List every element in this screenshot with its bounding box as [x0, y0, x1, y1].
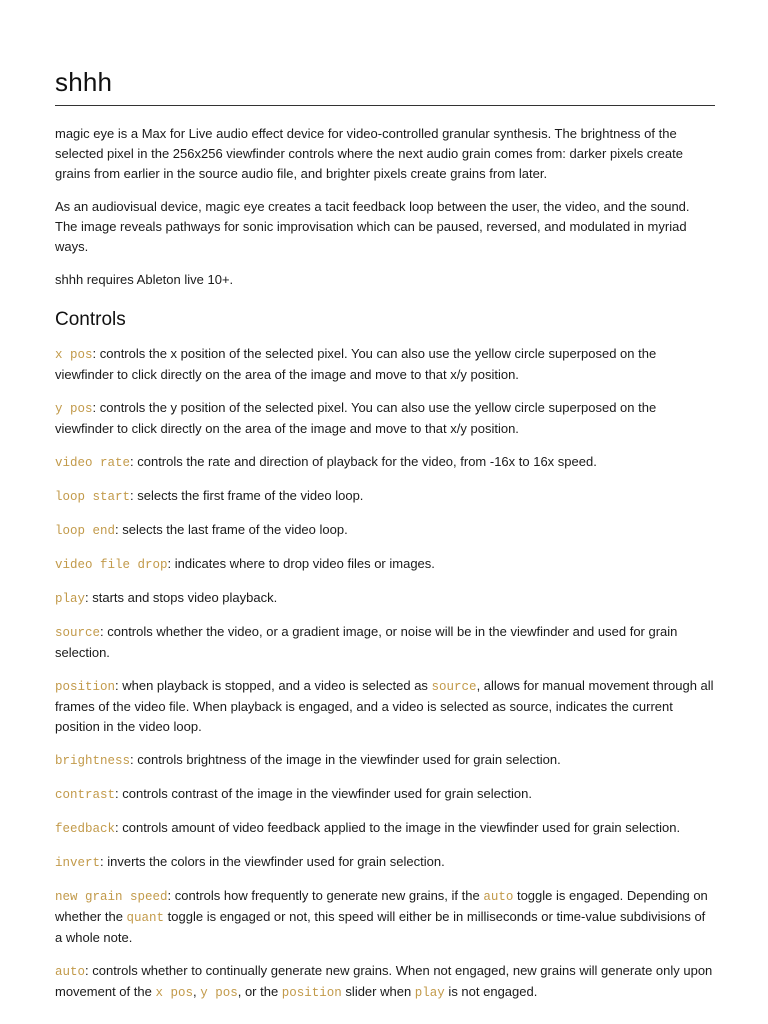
control-text: : controls whether to continually generate new grains. When not engaged, new grains will generate only upon movement of the [55, 963, 713, 999]
control-name: brightness [55, 754, 131, 768]
inline-control-reference: x pos [155, 986, 193, 1000]
control-description [55, 486, 715, 507]
title-divider [55, 105, 715, 106]
control-text: : indicates where to drop video files or images. [167, 556, 435, 571]
control-text: : controls contrast of the image in the viewfinder used for grain selection. [115, 786, 532, 801]
control-text: toggle is engaged or not, this speed will either be in milliseconds or time-value subdivisions of a whole note. [55, 909, 706, 945]
control-description [55, 818, 715, 839]
control-text: : controls the x position of the selected pixel. You can also use the yellow circle superposed on the viewfinder to click directly on the area of the image and move to that x/y position. [55, 346, 657, 382]
control-description [55, 676, 715, 737]
control-name: auto [55, 965, 86, 979]
inline-control-reference: source [431, 680, 477, 694]
control-name: play [55, 592, 86, 606]
control-name: video rate [55, 456, 131, 470]
control-description [55, 750, 715, 771]
control-name: invert [55, 856, 101, 870]
control-description [55, 886, 715, 948]
intro-paragraph: As an audiovisual device, magic eye creates a tacit feedback loop between the user, the video, and the sound. The image reveals pathways for sonic improvisation which can be paused, reversed, and modulated in myriad ways. [55, 199, 690, 254]
control-text: , allows for manual movement through all frames of the video file. When playback is engaged, and a video is selected as source, indicates the current position in the video loop. [55, 678, 714, 734]
control-text: : controls amount of video feedback applied to the image in the viewfinder used for grain selection. [115, 820, 681, 835]
control-description [55, 398, 715, 439]
intro-section [55, 124, 715, 290]
control-name: new grain speed [55, 890, 168, 904]
control-description [55, 520, 715, 541]
control-description [55, 344, 715, 385]
control-text: : selects the first frame of the video loop. [130, 488, 364, 503]
control-name: position [55, 680, 116, 694]
inline-control-reference: position [281, 986, 342, 1000]
control-text: : selects the last frame of the video loop. [115, 522, 348, 537]
control-name: source [55, 626, 101, 640]
controls-heading: Controls [55, 309, 126, 330]
document-body [55, 124, 715, 1016]
control-text: toggle is engaged. Depending on whether the [55, 888, 708, 924]
control-text: : when playback is stopped, and a video is selected as [115, 678, 432, 693]
page-title: shhh [55, 67, 113, 97]
control-description [55, 961, 715, 1003]
control-text: : controls the rate and direction of playback for the video, from -16x to 16x speed. [130, 454, 597, 469]
control-text: , [192, 984, 201, 999]
control-name: loop start [55, 490, 131, 504]
control-description [55, 588, 715, 609]
control-text: : controls brightness of the image in the viewfinder used for grain selection. [130, 752, 561, 767]
control-name: y pos [55, 402, 93, 416]
control-description [55, 622, 715, 663]
intro-paragraph: magic eye is a Max for Live audio effect device for video-controlled granular synthesis. The brightness of the selected pixel in the 256x256 viewfinder controls where the next audio grain comes from: darker pixels create grains from earlier in the source audio file, and brighter pixels create grains from later. [55, 126, 683, 181]
control-name: contrast [55, 788, 116, 802]
control-text: slider when [341, 984, 415, 999]
controls-list [55, 344, 715, 1003]
control-description [55, 852, 715, 873]
inline-control-reference: auto [483, 890, 514, 904]
inline-control-reference: play [414, 986, 445, 1000]
control-text: : controls how frequently to generate new grains, if the [167, 888, 484, 903]
control-text: : controls whether the video, or a gradient image, or noise will be in the viewfinder and used for grain selection. [55, 624, 678, 660]
control-text: : controls the y position of the selected pixel. You can also use the yellow circle superposed on the viewfinder to click directly on the area of the image and move to that x/y position. [55, 400, 657, 436]
control-text: is not engaged. [444, 984, 538, 999]
control-name: x pos [55, 348, 93, 362]
control-description [55, 784, 715, 805]
control-description [55, 554, 715, 575]
control-name: loop end [55, 524, 116, 538]
control-name: feedback [55, 822, 116, 836]
control-description [55, 452, 715, 473]
control-text: : inverts the colors in the viewfinder used for grain selection. [100, 854, 445, 869]
inline-control-reference: quant [126, 911, 165, 925]
control-text: : starts and stops video playback. [85, 590, 278, 605]
control-name: video file drop [55, 558, 168, 572]
inline-control-reference: y pos [200, 986, 238, 1000]
intro-paragraph: shhh requires Ableton live 10+. [55, 272, 234, 287]
control-text: , or the [237, 984, 282, 999]
